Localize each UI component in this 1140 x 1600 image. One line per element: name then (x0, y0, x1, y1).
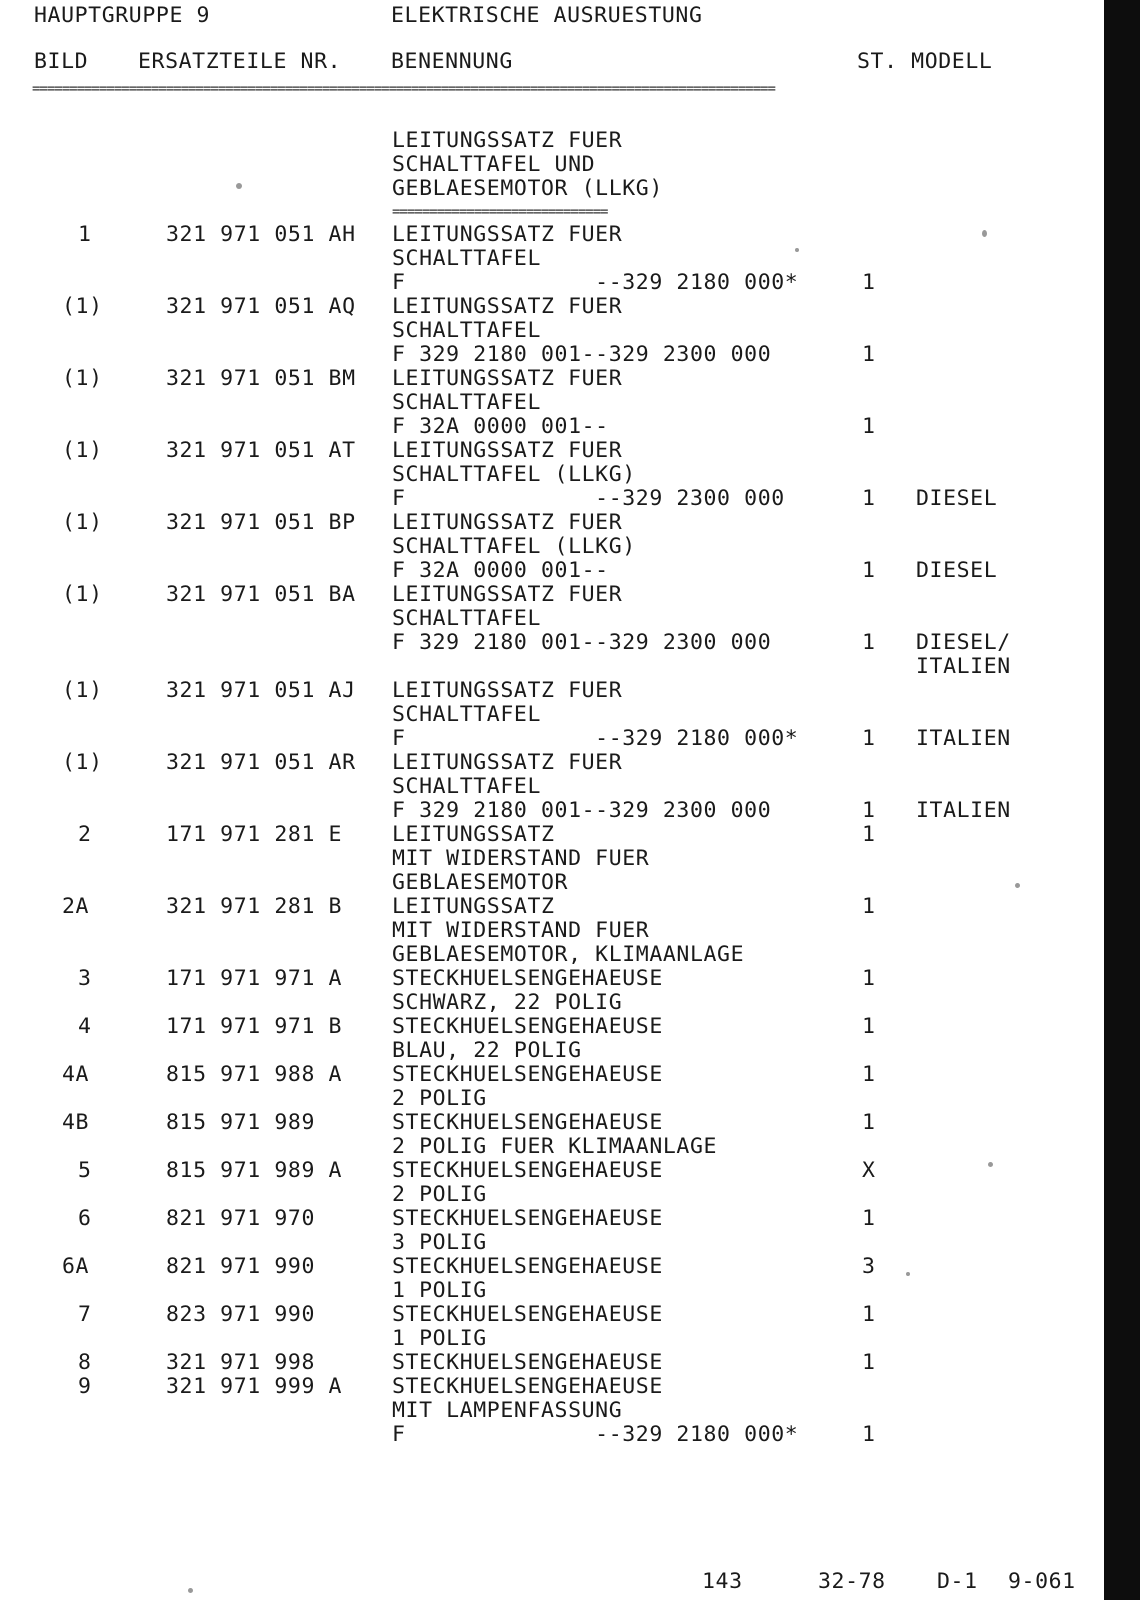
part-number: 815 971 989 A (166, 1158, 343, 1183)
part-description-detail: 1 POLIG (392, 1326, 487, 1351)
part-description-detail: 2 POLIG FUER KLIMAANLAGE (392, 1134, 718, 1159)
part-description: LEITUNGSSATZ (392, 894, 555, 919)
part-description-detail: SCHALTTAFEL (392, 390, 541, 415)
scan-speck (906, 1272, 910, 1276)
part-description: LEITUNGSSATZ FUER (392, 582, 623, 607)
part-number: 321 971 999 A (166, 1374, 343, 1399)
footer-code-date: 32-78 (818, 1569, 886, 1594)
quantity: 1 (862, 798, 876, 823)
quantity: 1 (862, 270, 876, 295)
part-description-detail: MIT WIDERSTAND FUER (392, 846, 650, 871)
part-description-detail: F --329 2300 000 (392, 486, 785, 511)
quantity: 1 (862, 1062, 876, 1087)
figure-number: (1) (62, 510, 103, 535)
scan-edge-bar (1104, 0, 1140, 1600)
part-description-detail: 3 POLIG (392, 1230, 487, 1255)
part-description-detail: SCHALTTAFEL (392, 606, 541, 631)
quantity: 1 (862, 726, 876, 751)
part-description-detail: F --329 2180 000* (392, 726, 799, 751)
figure-number: 8 (78, 1350, 92, 1375)
figure-number: 7 (78, 1302, 92, 1327)
part-description: STECKHUELSENGEHAEUSE (392, 1302, 663, 1327)
part-description-detail: 1 POLIG (392, 1278, 487, 1303)
part-description: LEITUNGSSATZ FUER (392, 222, 623, 247)
scan-speck (988, 1162, 993, 1167)
part-description-detail: F 32A 0000 001-- (392, 558, 609, 583)
part-description: LEITUNGSSATZ (392, 822, 555, 847)
scan-speck (795, 248, 799, 252)
page-number: 143 (702, 1569, 743, 1594)
section-title-line-2: SCHALTTAFEL UND (392, 152, 596, 177)
part-description: LEITUNGSSATZ FUER (392, 750, 623, 775)
figure-number: (1) (62, 750, 103, 775)
quantity: 1 (862, 1422, 876, 1447)
quantity: X (862, 1158, 876, 1183)
part-description: LEITUNGSSATZ FUER (392, 438, 623, 463)
footer-code-section: 9-061 (1008, 1569, 1076, 1594)
main-group-title: ELEKTRISCHE AUSRUESTUNG (391, 3, 703, 28)
figure-number: (1) (62, 366, 103, 391)
header-rule: ==================================================================================================== (32, 82, 775, 96)
part-description: LEITUNGSSATZ FUER (392, 294, 623, 319)
footer-code-edition: D-1 (937, 1569, 978, 1594)
part-description-detail: SCHALTTAFEL (392, 774, 541, 799)
part-description: LEITUNGSSATZ FUER (392, 510, 623, 535)
part-number: 321 971 051 AJ (166, 678, 356, 703)
part-number: 321 971 051 AH (166, 222, 356, 247)
quantity: 1 (862, 1302, 876, 1327)
section-title-line-3: GEBLAESEMOTOR (LLKG) (392, 176, 663, 201)
model-note: DIESEL (916, 558, 998, 583)
figure-number: (1) (62, 582, 103, 607)
quantity: 1 (862, 1350, 876, 1375)
model-note: ITALIEN (916, 654, 1011, 679)
figure-number: 6A (62, 1254, 90, 1279)
part-description: LEITUNGSSATZ FUER (392, 678, 623, 703)
part-description: STECKHUELSENGEHAEUSE (392, 1206, 663, 1231)
part-description-detail: F 329 2180 001--329 2300 000 (392, 342, 772, 367)
part-number: 321 971 051 AT (166, 438, 356, 463)
part-description: STECKHUELSENGEHAEUSE (392, 1014, 663, 1039)
part-number: 171 971 971 A (166, 966, 343, 991)
part-number: 321 971 051 AQ (166, 294, 356, 319)
column-header-part-number: ERSATZTEILE NR. (138, 49, 342, 74)
part-description-detail: SCHWARZ, 22 POLIG (392, 990, 623, 1015)
part-description-detail: MIT WIDERSTAND FUER (392, 918, 650, 943)
part-description: STECKHUELSENGEHAEUSE (392, 1158, 663, 1183)
quantity: 1 (862, 1014, 876, 1039)
model-note: DIESEL (916, 486, 998, 511)
part-number: 821 971 970 (166, 1206, 315, 1231)
figure-number: 3 (78, 966, 92, 991)
part-description: STECKHUELSENGEHAEUSE (392, 966, 663, 991)
part-description-detail: SCHALTTAFEL (392, 246, 541, 271)
part-description-detail: F 32A 0000 001-- (392, 414, 609, 439)
part-description-detail: BLAU, 22 POLIG (392, 1038, 582, 1063)
part-number: 823 971 990 (166, 1302, 315, 1327)
part-description-detail: F --329 2180 000* (392, 270, 799, 295)
main-group-label: HAUPTGRUPPE 9 (34, 3, 211, 28)
part-number: 321 971 051 BM (166, 366, 356, 391)
quantity: 1 (862, 966, 876, 991)
part-description-detail: 2 POLIG (392, 1182, 487, 1207)
model-note: DIESEL/ (916, 630, 1011, 655)
figure-number: 1 (78, 222, 92, 247)
part-number: 815 971 989 (166, 1110, 315, 1135)
part-number: 171 971 281 E (166, 822, 343, 847)
quantity: 3 (862, 1254, 876, 1279)
quantity: 1 (862, 822, 876, 847)
part-description-detail: GEBLAESEMOTOR (392, 870, 569, 895)
part-number: 321 971 281 B (166, 894, 343, 919)
quantity: 1 (862, 894, 876, 919)
figure-number: 2A (62, 894, 90, 919)
part-description: STECKHUELSENGEHAEUSE (392, 1254, 663, 1279)
part-description-detail: SCHALTTAFEL (392, 702, 541, 727)
part-description: STECKHUELSENGEHAEUSE (392, 1110, 663, 1135)
part-description-detail: GEBLAESEMOTOR, KLIMAANLAGE (392, 942, 745, 967)
part-number: 321 971 998 (166, 1350, 315, 1375)
figure-number: 2 (78, 822, 92, 847)
part-number: 321 971 051 BA (166, 582, 356, 607)
part-number: 815 971 988 A (166, 1062, 343, 1087)
figure-number: (1) (62, 438, 103, 463)
figure-number: (1) (62, 294, 103, 319)
scan-speck (236, 183, 242, 189)
figure-number: 6 (78, 1206, 92, 1231)
part-description: STECKHUELSENGEHAEUSE (392, 1062, 663, 1087)
quantity: 1 (862, 414, 876, 439)
figure-number: 4A (62, 1062, 90, 1087)
part-description-detail: MIT LAMPENFASSUNG (392, 1398, 623, 1423)
quantity: 1 (862, 342, 876, 367)
part-number: 171 971 971 B (166, 1014, 343, 1039)
figure-number: (1) (62, 678, 103, 703)
part-description-detail: 2 POLIG (392, 1086, 487, 1111)
figure-number: 5 (78, 1158, 92, 1183)
part-description: LEITUNGSSATZ FUER (392, 366, 623, 391)
figure-number: 4 (78, 1014, 92, 1039)
part-number: 321 971 051 AR (166, 750, 356, 775)
figure-number: 4B (62, 1110, 90, 1135)
quantity: 1 (862, 1206, 876, 1231)
part-description-detail: F --329 2180 000* (392, 1422, 799, 1447)
column-header-qty-model: ST. MODELL (857, 49, 993, 74)
scan-speck (982, 230, 987, 237)
part-number: 321 971 051 BP (166, 510, 356, 535)
model-note: ITALIEN (916, 798, 1011, 823)
figure-number: 9 (78, 1374, 92, 1399)
part-description-detail: SCHALTTAFEL (392, 318, 541, 343)
scan-speck (188, 1588, 193, 1593)
part-description: STECKHUELSENGEHAEUSE (392, 1350, 663, 1375)
part-description-detail: F 329 2180 001--329 2300 000 (392, 798, 772, 823)
part-description-detail: F 329 2180 001--329 2300 000 (392, 630, 772, 655)
part-description: STECKHUELSENGEHAEUSE (392, 1374, 663, 1399)
column-header-description: BENENNUNG (391, 49, 513, 74)
section-title-line-1: LEITUNGSSATZ FUER (392, 128, 623, 153)
quantity: 1 (862, 630, 876, 655)
scan-speck (1015, 883, 1020, 888)
quantity: 1 (862, 1110, 876, 1135)
section-underline: ============================= (392, 205, 608, 219)
part-number: 821 971 990 (166, 1254, 315, 1279)
part-description-detail: SCHALTTAFEL (LLKG) (392, 462, 636, 487)
part-description-detail: SCHALTTAFEL (LLKG) (392, 534, 636, 559)
column-header-bild: BILD (34, 49, 89, 74)
quantity: 1 (862, 486, 876, 511)
quantity: 1 (862, 558, 876, 583)
model-note: ITALIEN (916, 726, 1011, 751)
